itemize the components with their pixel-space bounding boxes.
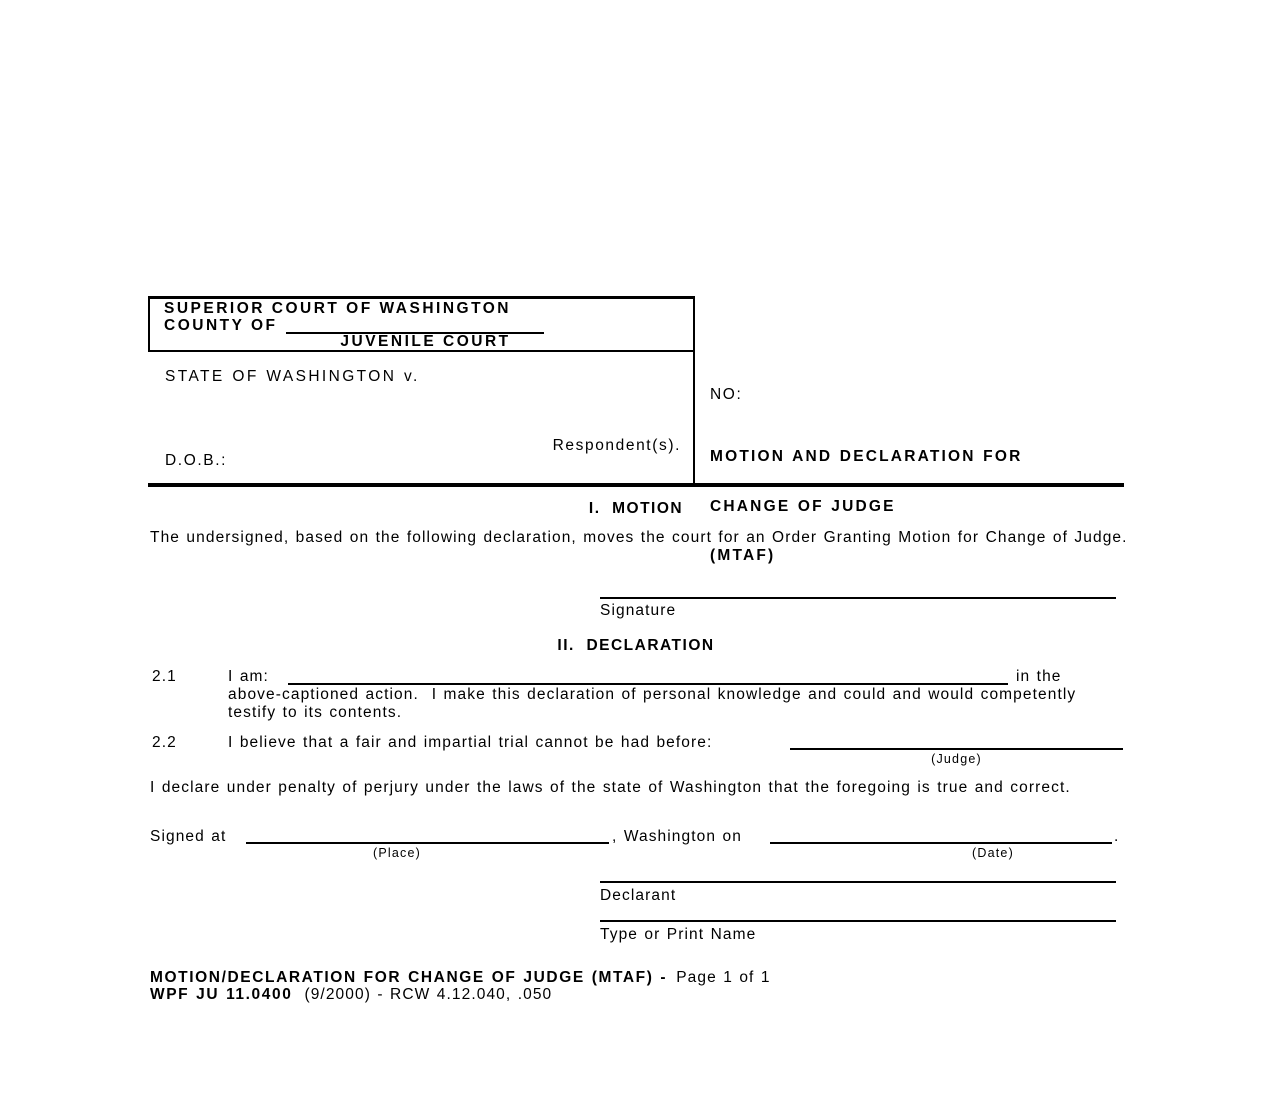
item-2-2-number: 2.2 — [152, 734, 177, 751]
court-name-line: SUPERIOR COURT OF WASHINGTON — [164, 300, 512, 317]
footer-form-reference: (9/2000) - RCW 4.12.040, .050 — [304, 986, 553, 1003]
footer-line-2 — [150, 986, 552, 1003]
footer-page-info: Page 1 of 1 — [676, 969, 771, 986]
item-2-1-number: 2.1 — [152, 668, 177, 685]
sentence-period: . — [1114, 828, 1120, 845]
declaration-heading: II. DECLARATION — [557, 637, 715, 654]
juvenile-court-label: JUVENILE COURT — [337, 333, 513, 352]
motion-heading: I. MOTION — [588, 500, 684, 517]
place-blank-line — [246, 842, 609, 844]
item-2-1-blank-line — [288, 683, 1008, 685]
motion-paragraph: The undersigned, based on the following declaration, moves the court for an Order Granting Motion for Change of Judge. — [150, 529, 1128, 546]
title-line-1: MOTION AND DECLARATION FOR — [710, 448, 1023, 465]
item-2-1-body: above-captioned action. I make this declaration of personal knowledge and could and would competently testify to its contents. — [228, 686, 1083, 721]
juvenile-court-heading — [164, 334, 687, 351]
footer-form-code: WPF JU 11.0400 — [150, 986, 293, 1003]
title-line-3: (MTAF) — [710, 547, 776, 564]
date-blank-line — [770, 842, 1112, 844]
place-caption: (Place) — [373, 846, 421, 860]
declarant-label: Declarant — [600, 887, 677, 904]
signature-line — [600, 597, 1116, 599]
footer-title: MOTION/DECLARATION FOR CHANGE OF JUDGE (MTAF) - — [150, 969, 668, 986]
dob-label: D.O.B.: — [165, 452, 228, 469]
respondent-label: Respondent(s). — [552, 437, 681, 454]
judge-caption: (Judge) — [931, 752, 982, 766]
plaintiff-caption: STATE OF WASHINGTON v. — [165, 368, 420, 385]
signed-at-label: Signed at — [150, 828, 227, 845]
declarant-signature-line — [600, 881, 1116, 883]
county-blank-line — [286, 319, 544, 334]
county-line — [164, 318, 687, 335]
signature-label: Signature — [600, 602, 677, 619]
washington-on-label: , Washington on — [612, 828, 742, 845]
item-2-1-tail: in the — [1016, 668, 1062, 685]
judge-blank-line — [790, 748, 1123, 750]
footer-line-1 — [150, 969, 771, 986]
item-2-2-text: I believe that a fair and impartial trial cannot be had before: — [228, 734, 713, 751]
print-name-label: Type or Print Name — [600, 926, 757, 943]
caption-vertical-divider — [693, 296, 695, 485]
perjury-paragraph: I declare under penalty of perjury under the laws of the state of Washington that the foregoing is true and correct. — [150, 779, 1071, 796]
print-name-line — [600, 920, 1116, 922]
title-line-2: CHANGE OF JUDGE — [710, 497, 896, 515]
county-of-label: COUNTY OF — [164, 316, 278, 334]
case-number-label: NO: — [710, 386, 743, 403]
item-2-1-lead: I am: — [228, 668, 269, 685]
date-caption: (Date) — [972, 846, 1014, 860]
court-header-box — [148, 296, 695, 352]
